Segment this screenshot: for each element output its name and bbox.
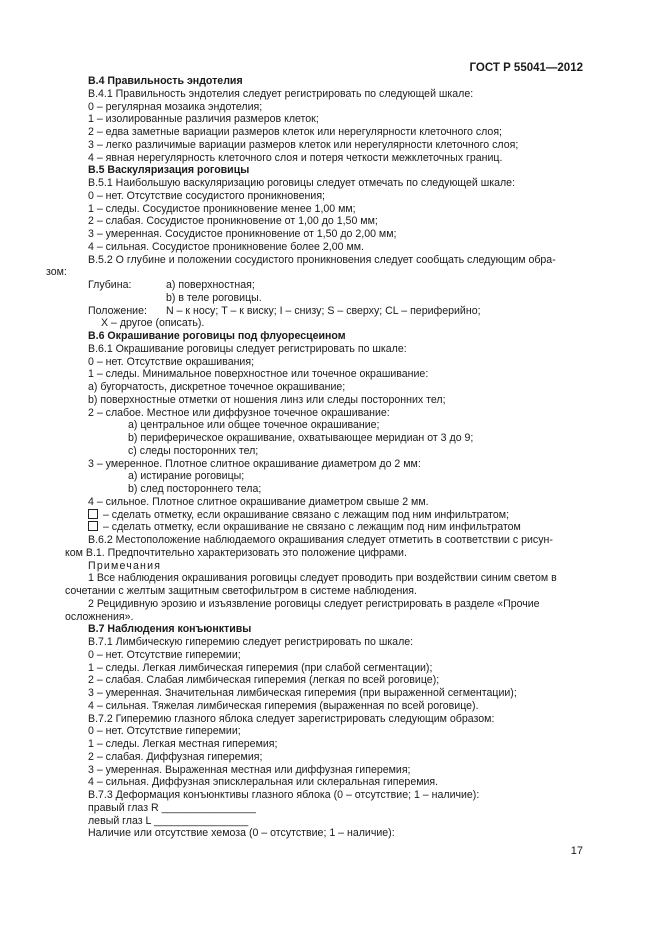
- text-line: 0 – нет. Отсутствие гиперемии;: [88, 725, 241, 738]
- text-line: 1 – следы. Легкая местная гиперемия;: [88, 738, 278, 750]
- section-heading: В.5 Васкуляризация роговицы: [88, 164, 250, 177]
- text-line: 1 – следы. Легкая лимбическая гиперемия (при слабой сегментации);: [88, 661, 433, 674]
- text-line-content: – сделать отметку, если окрашивание не связано с лежащим под ним инфильтратом: [100, 521, 521, 534]
- text-line-content: – сделать отметку, если окрашивание связано с лежащим под ним инфильтратом;: [100, 508, 510, 521]
- text-line: 0 – нет. Отсутствие сосудистого проникновения;: [88, 189, 326, 202]
- text-line: 3 – умеренная. Значительная лимбическая гиперемия (при выраженной сегментации);: [88, 687, 517, 699]
- text-line: а) истирание роговицы;: [128, 470, 245, 483]
- text-line: В.6.1 Окрашивание роговицы следует регистрировать по шкале:: [88, 342, 407, 355]
- text-line: b) след постороннего тела;: [128, 483, 262, 495]
- text-line: 2 – слабое. Местное или диффузное точечное окрашивание:: [88, 406, 390, 419]
- text-line: 0 – нет. Отсутствие гиперемии;: [88, 648, 241, 661]
- text-line: 2 – слабая. Диффузная гиперемия;: [88, 750, 263, 763]
- section-heading: В.7 Наблюдения конъюнктивы: [88, 623, 252, 636]
- text-line: Положение:: [88, 304, 147, 317]
- text-line: 3 – умеренное. Плотное слитное окрашивание диаметром до 2 мм:: [88, 457, 421, 470]
- text-line: В.6.2 Местоположение наблюдаемого окрашивания следует отметить в соответствии с рисун-: [88, 534, 553, 546]
- text-line: осложнения».: [65, 610, 134, 623]
- text-line: с) следы посторонних тел;: [128, 444, 259, 457]
- text-line: В.7.2 Гиперемию глазного яблока следует зарегистрировать следующим образом:: [88, 712, 495, 725]
- section-heading: В.4 Правильность эндотелия: [88, 75, 243, 87]
- text-line: 1 Все наблюдения окрашивания роговицы следует проводить при воздействии синим светом в: [88, 572, 557, 585]
- text-line: 4 – явная нерегулярность клеточного слоя и потеря четкости межклеточных границ.: [88, 151, 503, 164]
- checkbox-icon: [88, 509, 98, 519]
- text-line: а) центральное или общее точечное окрашивание;: [128, 419, 380, 432]
- text-line: 2 – едва заметные вариации размеров клеток или нерегулярности клеточного слоя;: [88, 126, 502, 138]
- page-number: 17: [570, 845, 583, 857]
- text-line: 3 – легко различимые вариации размеров клеток или нерегулярности клеточного слоя;: [88, 138, 519, 151]
- text-line: В.7.3 Деформация конъюнктивы глазного яблока (0 – отсутствие; 1 – наличие):: [88, 789, 480, 801]
- document-code: ГОСТ Р 55041—2012: [469, 62, 583, 74]
- text-line: 1 – изолированные различия размеров клеток;: [88, 113, 319, 126]
- text-line: [88, 509, 509, 522]
- text-line: 4 – сильная. Сосудистое проникновение более 2,00 мм.: [88, 240, 364, 253]
- text-line: Примечания: [88, 559, 162, 572]
- text-line: левый глаз L ________________: [88, 814, 249, 827]
- text-line: 2 – слабая. Слабая лимбическая гиперемия (легкая по всей роговице);: [88, 674, 440, 687]
- text-line-value: а) поверхностная;: [166, 279, 255, 291]
- text-line: b) поверхностные отметки от ношения линз или следы посторонних тел;: [88, 393, 446, 406]
- text-line: 4 – сильная. Диффузная эписклеральная или склеральная гиперемия.: [88, 776, 439, 789]
- text-line: зом:: [46, 266, 67, 279]
- text-line: 4 – сильное. Плотное слитное окрашивание диаметром свыше 2 мм.: [88, 495, 429, 508]
- section-heading: В.6 Окрашивание роговицы под флуоресцеином: [88, 330, 346, 342]
- text-line: Глубина:: [88, 279, 132, 291]
- text-line: 0 – нет. Отсутствие окрашивания;: [88, 355, 255, 368]
- text-line: ком В.1. Предпочтительно характеризовать это положение цифрами.: [65, 546, 407, 559]
- text-line: 1 – следы. Минимальное поверхностное или точечное окрашивание:: [88, 368, 429, 381]
- text-line: 2 Рецидивную эрозию и изъязвление роговицы следует регистрировать в разделе «Прочие: [88, 597, 540, 610]
- text-line: 3 – умеренная. Выраженная местная или диффузная гиперемия;: [88, 763, 411, 776]
- text-line: 2 – слабая. Сосудистое проникновение от 1,00 до 1,50 мм;: [88, 215, 378, 228]
- checkbox-icon: [88, 521, 98, 531]
- text-line-value: N – к носу; T – к виску; I – снизу; S – сверху; CL – периферийно;: [166, 304, 481, 317]
- text-line: В.5.2 О глубине и положении сосудистого проникновения следует сообщать следующим обра-: [88, 253, 556, 266]
- text-line: X – другое (описать).: [101, 317, 205, 330]
- text-line: [88, 521, 521, 534]
- text-line: 4 – сильная. Тяжелая лимбическая гиперемия (выраженная по всей роговице).: [88, 699, 479, 712]
- text-line: b) периферическое окрашивание, охватывающее меридиан от 3 до 9;: [128, 432, 474, 444]
- text-line: 1 – следы. Сосудистое проникновение менее 1,00 мм;: [88, 202, 356, 215]
- text-line: В.7.1 Лимбическую гиперемию следует регистрировать по шкале:: [88, 636, 414, 648]
- text-line: 0 – регулярная мозаика эндотелия;: [88, 100, 263, 113]
- text-line: сочетании с желтым защитным светофильтром в системе наблюдения.: [65, 585, 417, 597]
- text-line: Наличие или отсутствие хемоза (0 – отсутствие; 1 – наличие):: [88, 827, 395, 840]
- text-line: правый глаз R ________________: [88, 801, 256, 814]
- text-line: а) бугорчатость, дискретное точечное окрашивание;: [88, 381, 346, 393]
- text-line-value: b) в теле роговицы.: [166, 291, 262, 304]
- text-line: В.5.1 Наибольшую васкуляризацию роговицы следует отмечать по следующей шкале:: [88, 177, 516, 189]
- text-line: В.4.1 Правильность эндотелия следует регистрировать по следующей шкале:: [88, 87, 474, 100]
- text-line: 3 – умеренная. Сосудистое проникновение от 1,50 до 2,00 мм;: [88, 228, 397, 240]
